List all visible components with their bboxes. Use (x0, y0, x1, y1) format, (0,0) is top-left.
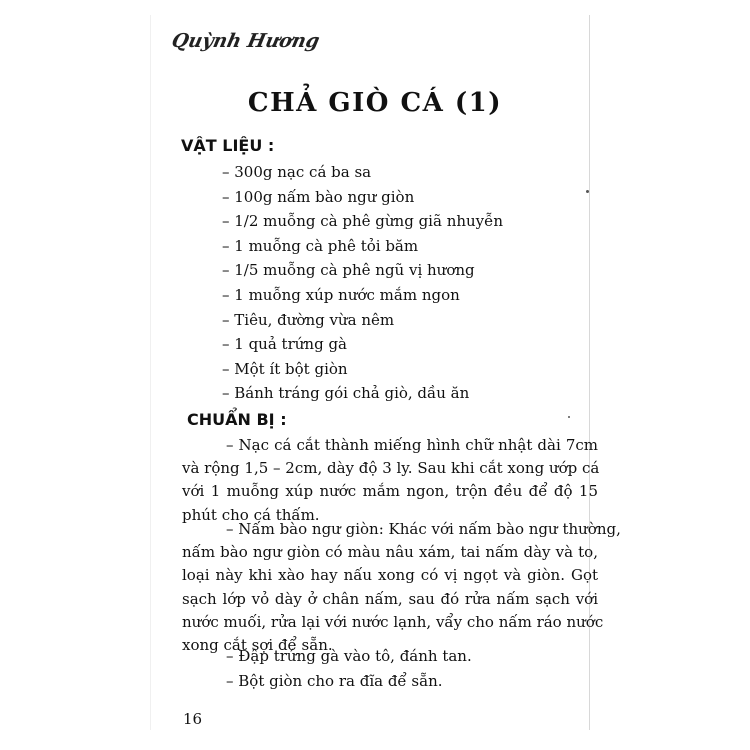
recipe-title: CHẢ GIÒ CÁ (1) (247, 88, 503, 118)
ingredients-list (222, 160, 503, 406)
paragraph-line: sạch lớp vỏ dày ở chân nấm, sau đó rửa nấm sạch với (182, 589, 598, 608)
ingredient-item: – Một ít bột giòn (222, 359, 348, 378)
paragraph-line: phút cho cá thấm. (182, 505, 320, 524)
paragraph-line: – Bột giòn cho ra đĩa để sẵn. (226, 672, 443, 690)
ingredient-item: – Tiêu, đường vừa nêm (222, 310, 395, 329)
paragraph-line: – Nấm bào ngư giòn: Khác với nấm bào ngư thường, (226, 520, 621, 538)
paragraph-line: nước muối, rửa lại với nước lạnh, vẩy cho nấm ráo nước (182, 612, 604, 631)
print-speck (586, 190, 589, 193)
paragraph-line: xong cắt sợi để sẵn. (182, 636, 333, 655)
ingredient-item: – 100g nấm bào ngư giòn (222, 187, 415, 206)
ingredient-item: – 1 muỗng cà phê tỏi băm (222, 236, 419, 255)
ingredient-item: – 1/2 muỗng cà phê gừng giã nhuyễn (222, 212, 504, 231)
paragraph-line: – Nạc cá cắt thành miếng hình chữ nhật dài 7cm (226, 436, 598, 454)
paragraph-line: nấm bào ngư giòn có màu nâu xám, tai nấm dày và to, (182, 543, 598, 562)
ingredients-heading: VẬT LIỆU : (181, 136, 275, 155)
ingredient-item: – 1/5 muỗng cà phê ngũ vị hương (222, 261, 475, 280)
preparation-paragraph (182, 434, 598, 527)
preparation-paragraph (182, 670, 598, 693)
print-speck (568, 416, 570, 418)
ingredient-item: – 1 quả trứng gà (222, 335, 347, 354)
paragraph-line: với 1 muỗng xúp nước mắm ngon, trộn đều để độ 15 (182, 482, 598, 501)
page-number: 16 (183, 710, 203, 728)
ingredient-item: – 300g nạc cá ba sa (222, 163, 372, 181)
preparation-heading: CHUẨN BỊ : (187, 410, 287, 429)
preparation-paragraph (182, 645, 598, 668)
paragraph-line: và rộng 1,5 – 2cm, dày độ 3 ly. Sau khi cắt xong ướp cá (182, 459, 600, 478)
paragraph-line: – Đập trứng gà vào tô, đánh tan. (226, 647, 472, 665)
ingredient-item: – Bánh tráng gói chả giò, dầu ăn (222, 384, 470, 403)
paragraph-line: loại này khi xào hay nấu xong có vị ngọt và giòn. Gọt (182, 566, 598, 585)
running-header-author: Quỳnh Hương (169, 30, 322, 52)
preparation-paragraph (182, 518, 621, 657)
ingredient-item: – 1 muỗng xúp nước mắm ngon (222, 285, 460, 304)
